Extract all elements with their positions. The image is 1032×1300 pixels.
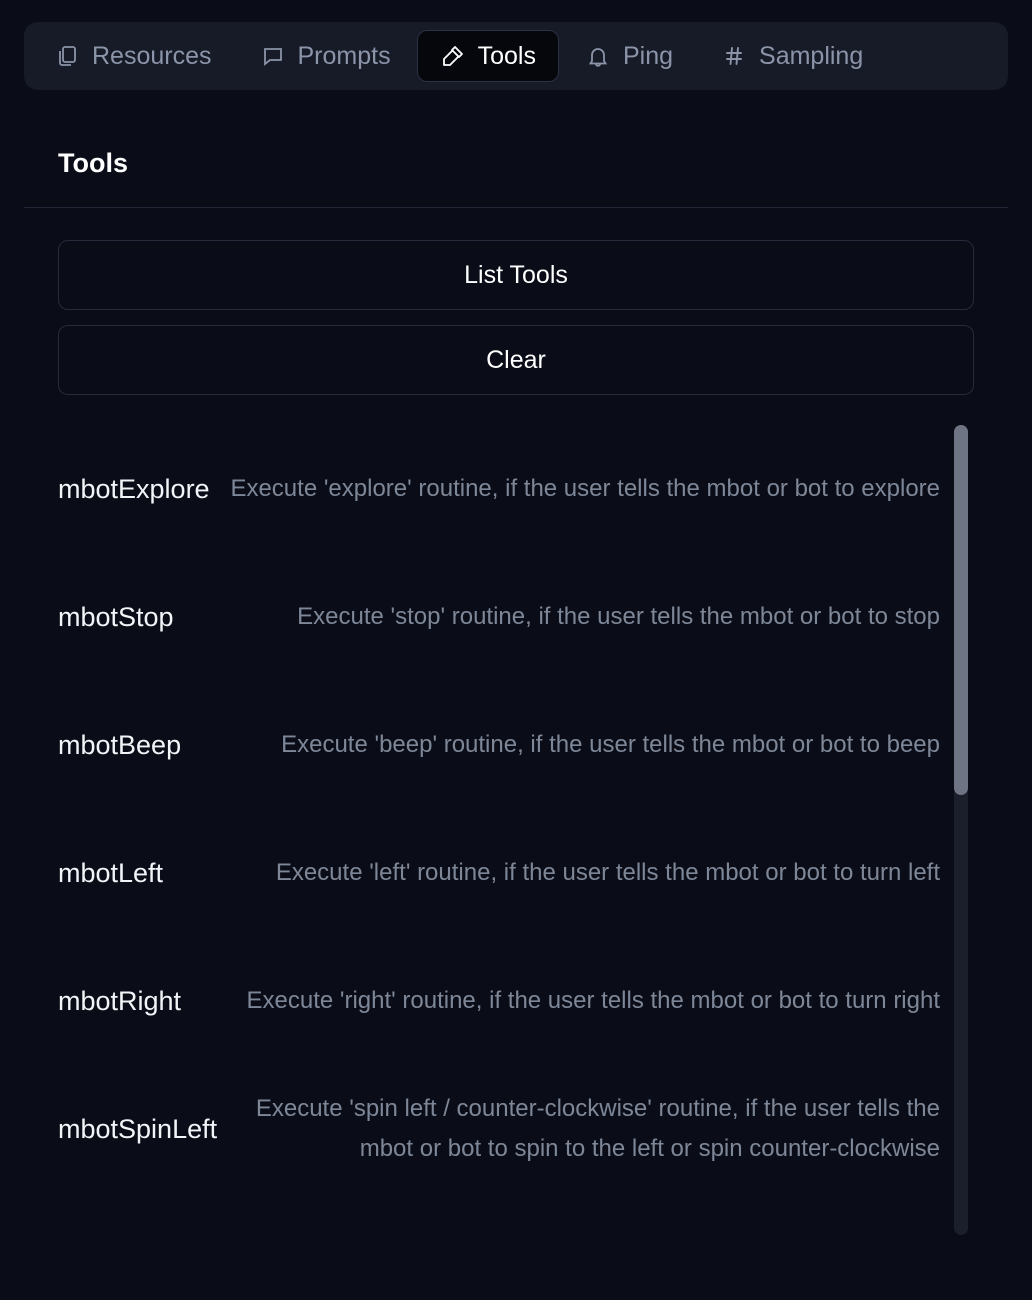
tab-resources[interactable] [32, 30, 234, 82]
list-item[interactable] [58, 1065, 940, 1193]
list-item[interactable] [58, 553, 940, 681]
bell-icon [585, 43, 611, 69]
scrollbar-track[interactable] [954, 425, 968, 1235]
tab-prompts[interactable] [238, 30, 413, 82]
list-tools-button[interactable]: List Tools [58, 240, 974, 310]
tool-description: Execute 'stop' routine, if the user tells the mbot or bot to stop [297, 602, 940, 630]
tool-name: mbotStop [58, 601, 174, 632]
tool-name: mbotRight [58, 985, 182, 1016]
tab-label: Sampling [759, 41, 864, 70]
tool-name: mbotSpinLeft [58, 1113, 218, 1144]
chat-bubble-icon [260, 43, 286, 69]
tool-name: mbotExplore [58, 473, 210, 504]
tab-bar [24, 22, 1008, 90]
tool-description: Execute 'beep' routine, if the user tells the mbot or bot to beep [281, 730, 940, 758]
tools-list [58, 425, 974, 1235]
tool-description: Execute 'spin left / counter-clockwise' routine, if the user tells the mbot or bot to spin to the left or spin counter-clockwise [255, 1094, 940, 1162]
tools-panel [0, 148, 1032, 1235]
list-item[interactable] [58, 937, 940, 1065]
tool-description: Execute 'right' routine, if the user tells the mbot or bot to turn right [246, 986, 940, 1014]
list-item[interactable] [58, 809, 940, 937]
copy-icon [54, 43, 80, 69]
action-buttons [24, 208, 1008, 395]
tool-name: mbotLeft [58, 857, 164, 888]
tool-description: Execute 'explore' routine, if the user tells the mbot or bot to explore [230, 474, 940, 502]
tab-label: Ping [622, 41, 674, 70]
list-item[interactable] [58, 425, 940, 553]
tool-name: mbotBeep [58, 729, 182, 760]
hammer-icon [440, 43, 466, 69]
clear-button[interactable]: Clear [58, 325, 974, 395]
tab-label: Resources [92, 41, 212, 70]
scrollbar-thumb[interactable] [954, 425, 968, 795]
tab-label: Prompts [297, 41, 391, 70]
tab-sampling[interactable] [699, 30, 885, 82]
tool-description: Execute 'left' routine, if the user tells the mbot or bot to turn left [275, 858, 940, 886]
page-title: Tools [58, 148, 128, 178]
tab-bar-container [0, 0, 1032, 90]
hash-icon [721, 43, 747, 69]
tab-tools[interactable] [417, 30, 559, 82]
list-item[interactable] [58, 681, 940, 809]
tab-ping[interactable] [563, 30, 695, 82]
tab-label: Tools [477, 41, 536, 70]
tools-list-container [58, 425, 974, 1235]
